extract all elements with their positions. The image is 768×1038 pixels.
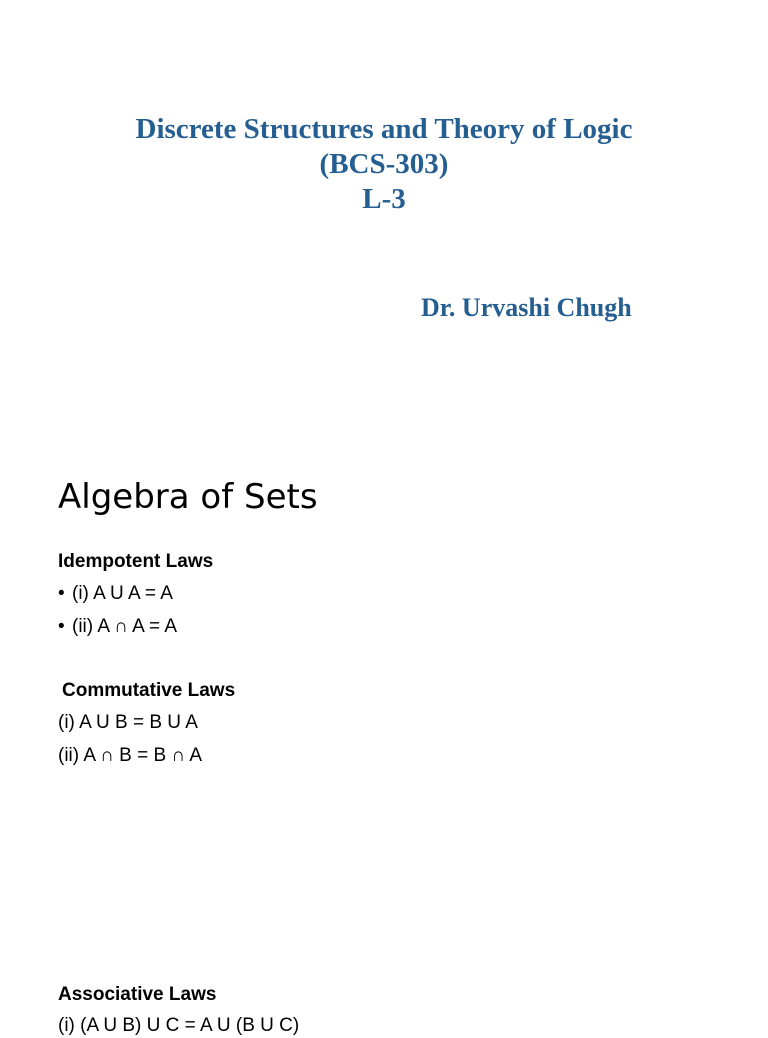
lecture-number: L-3 — [362, 183, 406, 215]
bullet-icon: • — [58, 616, 65, 637]
associative-law-item: (i) (A U B) U C = A U (B U C) — [58, 1015, 300, 1036]
idempotent-law-item — [58, 582, 173, 606]
author-name: Dr. Urvashi Chugh — [421, 293, 632, 322]
bullet-icon: • — [58, 583, 65, 604]
associative-laws-title: Associative Laws — [58, 984, 217, 1005]
course-title: Discrete Structures and Theory of Logic — [135, 113, 633, 145]
law-text: (i) A U A = A — [72, 583, 173, 604]
slide-heading: Algebra of Sets — [58, 477, 318, 517]
commutative-law-item: (i) A U B = B U A — [58, 712, 198, 733]
commutative-law-item: (ii) A ∩ B = B ∩ A — [58, 745, 203, 766]
course-code: (BCS-303) — [319, 148, 449, 180]
title-block — [0, 112, 768, 217]
idempotent-law-item — [58, 615, 177, 639]
law-text: (ii) A ∩ A = A — [72, 616, 178, 637]
commutative-laws-title: Commutative Laws — [62, 680, 236, 701]
idempotent-laws-title: Idempotent Laws — [58, 551, 214, 572]
